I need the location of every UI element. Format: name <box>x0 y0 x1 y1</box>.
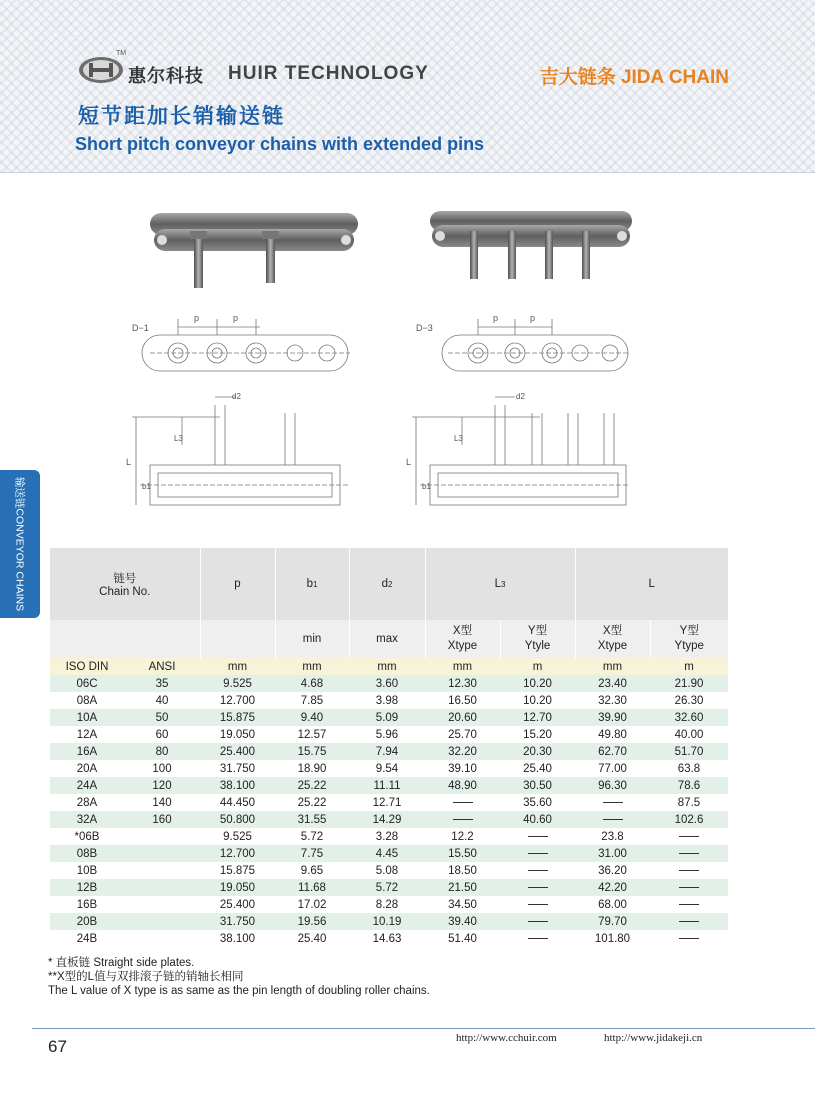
table-cell: 60 <box>155 728 169 741</box>
brand-name-en: HUIR TECHNOLOGY <box>228 63 429 84</box>
table-cell: 7.75 <box>275 845 349 862</box>
table-cell <box>124 879 200 896</box>
table-cell: 21.50 <box>425 879 500 896</box>
page-number: 67 <box>48 1037 67 1056</box>
note-3: The L value of X type is as same as the pin length of doubling roller chains. <box>48 985 430 997</box>
table-cell: 68.00 <box>598 898 627 911</box>
note-2: **X型的L值与双排滚子链的销轴长相同 <box>48 971 244 983</box>
d3-p-label-2: p <box>530 313 536 323</box>
table-cell: 15.50 <box>425 845 500 862</box>
table-cell: 44.450 <box>219 796 256 809</box>
trademark: TM <box>116 50 127 57</box>
table-cell: 14.29 <box>349 811 425 828</box>
table-cell: 5.72 <box>300 830 324 843</box>
table-cell: 39.10 <box>448 762 477 775</box>
table-cell: 79.70 <box>575 913 650 930</box>
table-cell: 23.8 <box>601 830 624 843</box>
dash-mark <box>679 870 699 871</box>
table-cell: 16B <box>76 898 98 911</box>
table-row <box>50 743 728 760</box>
table-cell: 15.875 <box>219 864 256 877</box>
dash-mark <box>603 802 623 803</box>
table-cell: 3.60 <box>349 675 425 692</box>
table-cell: 10.20 <box>523 694 552 707</box>
table-cell: 32A <box>50 811 124 828</box>
table-cell: 87.5 <box>677 796 701 809</box>
L3-header: L3 <box>425 548 575 620</box>
table-cell <box>575 794 650 811</box>
table-cell: 48.90 <box>425 777 500 794</box>
L-x-type: X型 Xtype <box>575 620 650 658</box>
table-cell: 10B <box>76 864 98 877</box>
table-cell: 15.875 <box>200 709 275 726</box>
table-cell: 26.30 <box>674 694 704 707</box>
table-cell: 42.20 <box>575 879 650 896</box>
table-cell <box>500 879 575 896</box>
d2-max: max <box>349 620 425 658</box>
table-cell <box>650 828 728 845</box>
units-row: ISO DIN ANSI mm mm mm mm m mm m <box>50 658 728 675</box>
table-cell: 19.050 <box>200 879 275 896</box>
table-cell: 32.30 <box>598 694 627 707</box>
table-cell <box>124 828 200 845</box>
d3-b1-label: b1 <box>422 482 431 491</box>
table-row <box>50 692 728 709</box>
website-link-cchuir[interactable]: http://www.cchuir.com <box>456 1032 557 1044</box>
table-row <box>50 760 728 777</box>
L3-x-type: X型 Xtype <box>425 620 500 658</box>
spec-table-body <box>50 675 728 947</box>
table-cell: 16.50 <box>448 694 477 707</box>
table-cell <box>124 862 200 879</box>
table-cell: 50 <box>124 709 200 726</box>
table-cell: 51.70 <box>650 743 728 760</box>
table-cell: 25.400 <box>219 898 256 911</box>
d3-p-label-1: p <box>493 313 499 323</box>
table-cell: 9.40 <box>275 709 349 726</box>
table-cell: 31.750 <box>200 913 275 930</box>
table-cell: 11.11 <box>349 777 425 794</box>
dash-mark <box>679 921 699 922</box>
table-cell: *06B <box>74 830 100 843</box>
table-row <box>50 896 728 913</box>
table-cell: 62.70 <box>575 743 650 760</box>
table-cell <box>124 845 200 862</box>
table-cell: 23.40 <box>575 675 650 692</box>
table-cell: 3.98 <box>375 694 399 707</box>
dash-mark <box>679 853 699 854</box>
side-tab-label: 输送链CONVEYOR CHAINS <box>13 476 26 612</box>
table-cell: 14.63 <box>372 932 402 945</box>
d1-b1-label: b1 <box>142 482 151 491</box>
table-row <box>50 879 728 896</box>
side-tab <box>0 470 40 618</box>
footer-divider <box>32 1028 815 1029</box>
table-cell: 10.20 <box>500 675 575 692</box>
table-cell <box>650 845 728 862</box>
table-cell: 25.400 <box>200 743 275 760</box>
dash-mark <box>528 870 548 871</box>
table-cell <box>650 896 728 913</box>
table-cell: 38.100 <box>219 932 256 945</box>
table-cell: 5.72 <box>349 879 425 896</box>
table-row <box>50 828 728 845</box>
d3-L-label: L <box>406 457 412 467</box>
table-cell: 30.50 <box>500 777 575 794</box>
table-cell: 9.525 <box>200 675 275 692</box>
table-cell <box>500 828 575 845</box>
d2-header: d2 <box>349 548 425 620</box>
chain-photo-d3 <box>426 203 636 283</box>
table-cell: 100 <box>152 762 172 775</box>
table-cell: 19.050 <box>219 728 256 741</box>
table-cell: 12.700 <box>219 694 256 707</box>
table-cell: 17.02 <box>297 898 327 911</box>
table-cell: 12.2 <box>451 830 474 843</box>
b1-min: min <box>275 620 349 658</box>
d1-d2-label: d2 <box>232 392 241 401</box>
d1-p-label-1: p <box>194 313 200 323</box>
header-divider <box>0 172 815 173</box>
table-cell: 80 <box>124 743 200 760</box>
table-cell: 35 <box>124 675 200 692</box>
table-cell: 24B <box>76 932 98 945</box>
dash-mark <box>528 836 548 837</box>
table-cell: 102.6 <box>650 811 728 828</box>
table-cell <box>425 811 500 828</box>
dash-mark <box>528 904 548 905</box>
table-cell <box>650 862 728 879</box>
table-cell: 12.57 <box>297 728 327 741</box>
dash-mark <box>528 853 548 854</box>
table-cell: 15.75 <box>275 743 349 760</box>
table-cell: 18.90 <box>297 762 327 775</box>
table-cell: 12.700 <box>200 845 275 862</box>
table-cell: 06C <box>50 675 124 692</box>
table-cell: 5.08 <box>375 864 399 877</box>
L3-y-type: Y型 Ytyle <box>500 620 575 658</box>
table-cell: 08A <box>76 694 98 707</box>
table-row <box>50 862 728 879</box>
table-cell: 36.20 <box>598 864 627 877</box>
table-cell: 21.90 <box>650 675 728 692</box>
table-cell: 140 <box>152 796 172 809</box>
chain-no-en: Chain No. <box>99 586 151 598</box>
table-cell: 31.00 <box>575 845 650 862</box>
header-row-1 <box>50 548 728 620</box>
table-cell: 12.70 <box>500 709 575 726</box>
table-cell <box>124 913 200 930</box>
p-header: p <box>200 548 275 620</box>
dash-mark <box>528 887 548 888</box>
huir-logo-icon <box>78 56 124 84</box>
table-cell: 20.30 <box>500 743 575 760</box>
notes <box>48 956 430 998</box>
table-cell: 20B <box>50 913 124 930</box>
table-cell: 51.40 <box>448 932 477 945</box>
table-cell: 7.85 <box>300 694 324 707</box>
table-cell: 8.28 <box>375 898 399 911</box>
table-cell: 25.22 <box>297 796 327 809</box>
table-row <box>50 811 728 828</box>
dash-mark <box>603 819 623 820</box>
table-cell: 4.68 <box>275 675 349 692</box>
table-cell: 3.28 <box>375 830 399 843</box>
d1-label: D−1 <box>132 323 149 333</box>
table-row <box>50 913 728 930</box>
table-cell: 16A <box>50 743 124 760</box>
table-cell: 20.60 <box>425 709 500 726</box>
chain-photo-d1 <box>146 203 362 293</box>
table-cell: 78.6 <box>650 777 728 794</box>
table-cell <box>425 794 500 811</box>
table-cell: 31.55 <box>275 811 349 828</box>
table-cell <box>650 913 728 930</box>
table-cell <box>500 845 575 862</box>
chain-no-cn: 链号 <box>113 573 137 585</box>
b1-header: b1 <box>275 548 349 620</box>
table-cell: 5.09 <box>349 709 425 726</box>
table-cell: 15.20 <box>523 728 552 741</box>
table-cell: 101.80 <box>594 932 631 945</box>
chain-no-header <box>50 548 200 620</box>
table-cell: 25.40 <box>523 762 552 775</box>
table-cell: 96.30 <box>575 777 650 794</box>
table-cell: 11.68 <box>275 879 349 896</box>
d1-p-label-2: p <box>233 313 239 323</box>
drawing-d3 <box>400 305 640 520</box>
table-cell: 4.45 <box>349 845 425 862</box>
table-cell: 49.80 <box>598 728 627 741</box>
table-row <box>50 709 728 726</box>
table-cell: 12.30 <box>425 675 500 692</box>
table-cell: 19.56 <box>275 913 349 930</box>
table-cell: 9.65 <box>300 864 324 877</box>
jida-chain-brand: 吉大链条 JIDA CHAIN <box>539 67 729 88</box>
dash-mark <box>679 904 699 905</box>
table-cell <box>500 913 575 930</box>
header-row-2 <box>50 620 728 658</box>
dash-mark <box>679 887 699 888</box>
drawing-d1 <box>120 305 360 520</box>
table-cell: 31.750 <box>219 762 256 775</box>
table-cell: 12.71 <box>372 796 402 809</box>
dash-mark <box>679 938 699 939</box>
table-cell <box>575 811 650 828</box>
L-header: L <box>575 548 728 620</box>
note-1: * 直板链 Straight side plates. <box>48 957 195 969</box>
d3-d2-label: d2 <box>516 392 525 401</box>
table-cell <box>124 896 200 913</box>
table-cell: 10A <box>50 709 124 726</box>
spec-table <box>50 548 728 947</box>
table-cell: 34.50 <box>448 898 477 911</box>
d1-L-label: L <box>126 457 132 467</box>
page-title-en: Short pitch conveyor chains with extended pins <box>75 134 485 154</box>
table-cell: 25.70 <box>448 728 477 741</box>
table-cell: 5.96 <box>375 728 399 741</box>
table-cell: 20A <box>76 762 98 775</box>
website-link-jidakeji[interactable]: http://www.jidakeji.cn <box>604 1032 703 1044</box>
d3-label: D−3 <box>416 323 433 333</box>
table-cell: 77.00 <box>598 762 627 775</box>
table-cell: 25.40 <box>297 932 327 945</box>
table-cell: 10.19 <box>349 913 425 930</box>
L-y-type: Y型 Ytype <box>650 620 728 658</box>
table-row <box>50 675 728 692</box>
table-cell: 39.90 <box>575 709 650 726</box>
table-row <box>50 794 728 811</box>
table-cell <box>650 879 728 896</box>
dash-mark <box>528 921 548 922</box>
table-cell <box>650 930 728 947</box>
table-cell <box>500 930 575 947</box>
table-cell: 08B <box>50 845 124 862</box>
table-cell <box>500 896 575 913</box>
table-cell: 9.54 <box>375 762 399 775</box>
table-cell <box>124 930 200 947</box>
table-cell: 160 <box>124 811 200 828</box>
table-cell: 12B <box>50 879 124 896</box>
table-cell: 38.100 <box>200 777 275 794</box>
table-cell: 28A <box>76 796 98 809</box>
table-cell <box>500 862 575 879</box>
dash-mark <box>679 836 699 837</box>
table-cell: 12A <box>76 728 98 741</box>
table-cell: 9.525 <box>223 830 252 843</box>
table-row <box>50 930 728 947</box>
page-title-cn: 短节距加长销输送链 <box>78 105 285 128</box>
table-cell: 120 <box>124 777 200 794</box>
table-cell: 7.94 <box>349 743 425 760</box>
dash-mark <box>528 938 548 939</box>
table-cell: 40.60 <box>500 811 575 828</box>
table-cell: 63.8 <box>677 762 701 775</box>
brand-name-cn: 惠尔科技 <box>128 66 204 86</box>
table-cell: 32.20 <box>425 743 500 760</box>
d3-L3-label: L3 <box>454 434 463 443</box>
table-cell: 35.60 <box>523 796 552 809</box>
table-row <box>50 726 728 743</box>
table-cell: 50.800 <box>200 811 275 828</box>
table-cell: 32.60 <box>650 709 728 726</box>
table-cell: 40.00 <box>674 728 704 741</box>
table-row <box>50 845 728 862</box>
dash-mark <box>453 819 473 820</box>
table-row <box>50 777 728 794</box>
d1-L3-label: L3 <box>174 434 183 443</box>
dash-mark <box>453 802 473 803</box>
table-cell: 18.50 <box>448 864 477 877</box>
table-cell: 24A <box>50 777 124 794</box>
table-cell: 39.40 <box>425 913 500 930</box>
table-cell: 40 <box>155 694 169 707</box>
table-cell: 25.22 <box>275 777 349 794</box>
